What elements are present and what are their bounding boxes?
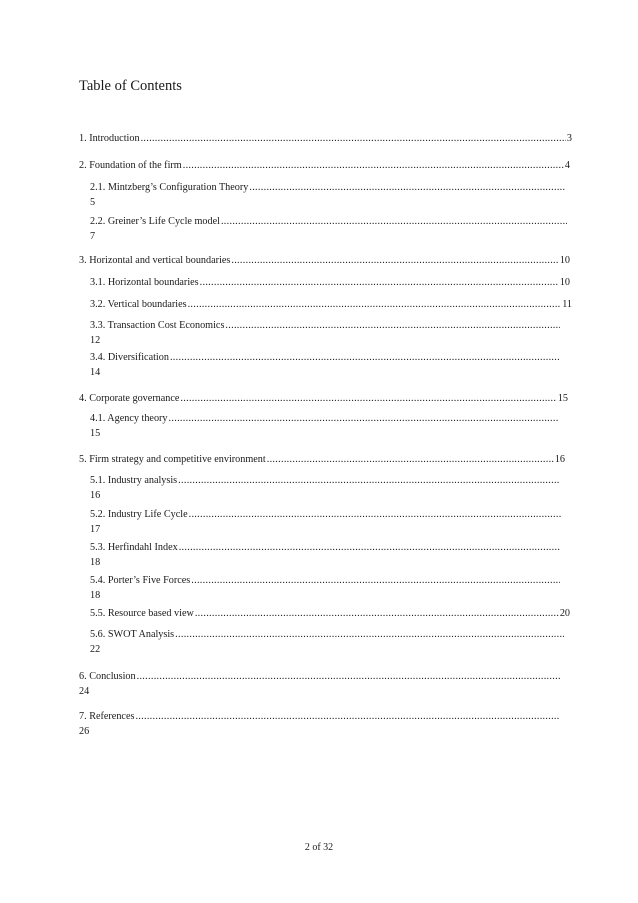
dot-leader — [195, 606, 559, 621]
toc-entry-label: 7. References — [79, 711, 135, 722]
toc-entry-label: 1. Introduction — [79, 133, 140, 144]
dot-leader — [141, 131, 566, 146]
dot-leader — [169, 411, 559, 426]
toc-entry-greiner[interactable] — [90, 214, 568, 244]
toc-entry-page: 7 — [90, 231, 96, 242]
toc-entry-page: 5 — [90, 197, 96, 208]
toc-entry-label: 5.5. Resource based view — [90, 608, 194, 619]
toc-entry-introduction[interactable] — [79, 131, 572, 146]
dot-leader — [221, 214, 567, 229]
toc-entry-page: 10 — [559, 255, 570, 266]
toc-entry-boundaries[interactable] — [79, 253, 570, 268]
toc-entry-page: 18 — [90, 590, 101, 601]
toc-entry-page: 20 — [559, 608, 570, 619]
toc-entry-page: 14 — [90, 367, 101, 378]
toc-entry-page: 4 — [564, 160, 570, 171]
toc-entry-label: 3. Horizontal and vertical boundaries — [79, 255, 231, 266]
toc-entry-page: 11 — [562, 299, 572, 310]
toc-entry-herfindahl[interactable] — [90, 540, 561, 570]
toc-entry-label: 3.3. Transaction Cost Economics — [90, 320, 225, 331]
toc-entry-agency-theory[interactable] — [90, 411, 560, 441]
toc-entry-page: 24 — [79, 686, 90, 697]
dot-leader — [188, 297, 562, 312]
toc-entry-corporate-governance[interactable] — [79, 391, 568, 406]
toc-entry-page: 17 — [90, 524, 101, 535]
toc-entry-page: 15 — [557, 393, 568, 404]
dot-leader — [178, 473, 560, 488]
dot-leader — [180, 391, 556, 406]
toc-entry-industry-analysis[interactable] — [90, 473, 561, 503]
toc-entry-label: 4.1. Agency theory — [90, 413, 168, 424]
dot-leader — [137, 669, 560, 684]
toc-entry-foundation[interactable] — [79, 158, 570, 173]
toc-entry-label: 6. Conclusion — [79, 671, 136, 682]
toc-entry-label: 5. Firm strategy and competitive environment — [79, 454, 266, 465]
toc-entry-page: 26 — [79, 726, 90, 737]
page-footer: 2 of 32 — [304, 842, 334, 853]
dot-leader — [225, 318, 560, 333]
dot-leader — [189, 507, 562, 522]
dot-leader — [231, 253, 558, 268]
toc-entry-industry-life-cycle[interactable] — [90, 507, 563, 537]
dot-leader — [249, 180, 565, 195]
toc-entry-page: 12 — [90, 335, 101, 346]
toc-entry-page: 16 — [554, 454, 565, 465]
toc-entry-transaction-cost[interactable] — [90, 318, 561, 348]
page-title: Table of Contents — [79, 78, 182, 94]
toc-entry-conclusion[interactable] — [79, 669, 561, 699]
toc-entry-swot[interactable] — [90, 627, 565, 657]
toc-entry-page: 3 — [566, 133, 572, 144]
dot-leader — [191, 573, 560, 588]
toc-entry-resource-based-view[interactable] — [90, 606, 570, 621]
toc-entry-page: 22 — [90, 644, 101, 655]
dot-leader — [183, 158, 564, 173]
toc-entry-label: 5.2. Industry Life Cycle — [90, 509, 188, 520]
toc-entry-label: 2. Foundation of the firm — [79, 160, 182, 171]
dot-leader — [175, 627, 564, 642]
toc-entry-vertical-boundaries[interactable] — [90, 297, 572, 312]
toc-entry-label: 5.4. Porter’s Five Forces — [90, 575, 191, 586]
toc-entry-porter[interactable] — [90, 573, 561, 603]
toc-entry-page: 16 — [90, 490, 101, 501]
toc-entry-references[interactable] — [79, 709, 560, 739]
toc-entry-label: 4. Corporate governance — [79, 393, 180, 404]
dot-leader — [135, 709, 559, 724]
toc-entry-label: 5.6. SWOT Analysis — [90, 629, 175, 640]
dot-leader — [179, 540, 560, 555]
toc-entry-label: 2.2. Greiner’s Life Cycle model — [90, 216, 220, 227]
toc-entry-page: 15 — [90, 428, 101, 439]
toc-entry-horizontal-boundaries[interactable] — [90, 275, 570, 290]
toc-entry-label: 2.1. Mintzberg’s Configuration Theory — [90, 182, 249, 193]
dot-leader — [170, 350, 560, 365]
dot-leader — [200, 275, 559, 290]
toc-entry-label: 5.3. Herfindahl Index — [90, 542, 178, 553]
toc-entry-firm-strategy[interactable] — [79, 452, 565, 467]
toc-entry-label: 3.1. Horizontal boundaries — [90, 277, 199, 288]
toc-entry-label: 3.4. Diversification — [90, 352, 169, 363]
dot-leader — [267, 452, 554, 467]
toc-entry-page: 10 — [559, 277, 570, 288]
toc-entry-page: 18 — [90, 557, 101, 568]
toc-entry-mintzberg[interactable] — [90, 180, 566, 210]
toc-entry-label: 5.1. Industry analysis — [90, 475, 178, 486]
toc-entry-label: 3.2. Vertical boundaries — [90, 299, 187, 310]
toc-entry-diversification[interactable] — [90, 350, 561, 380]
